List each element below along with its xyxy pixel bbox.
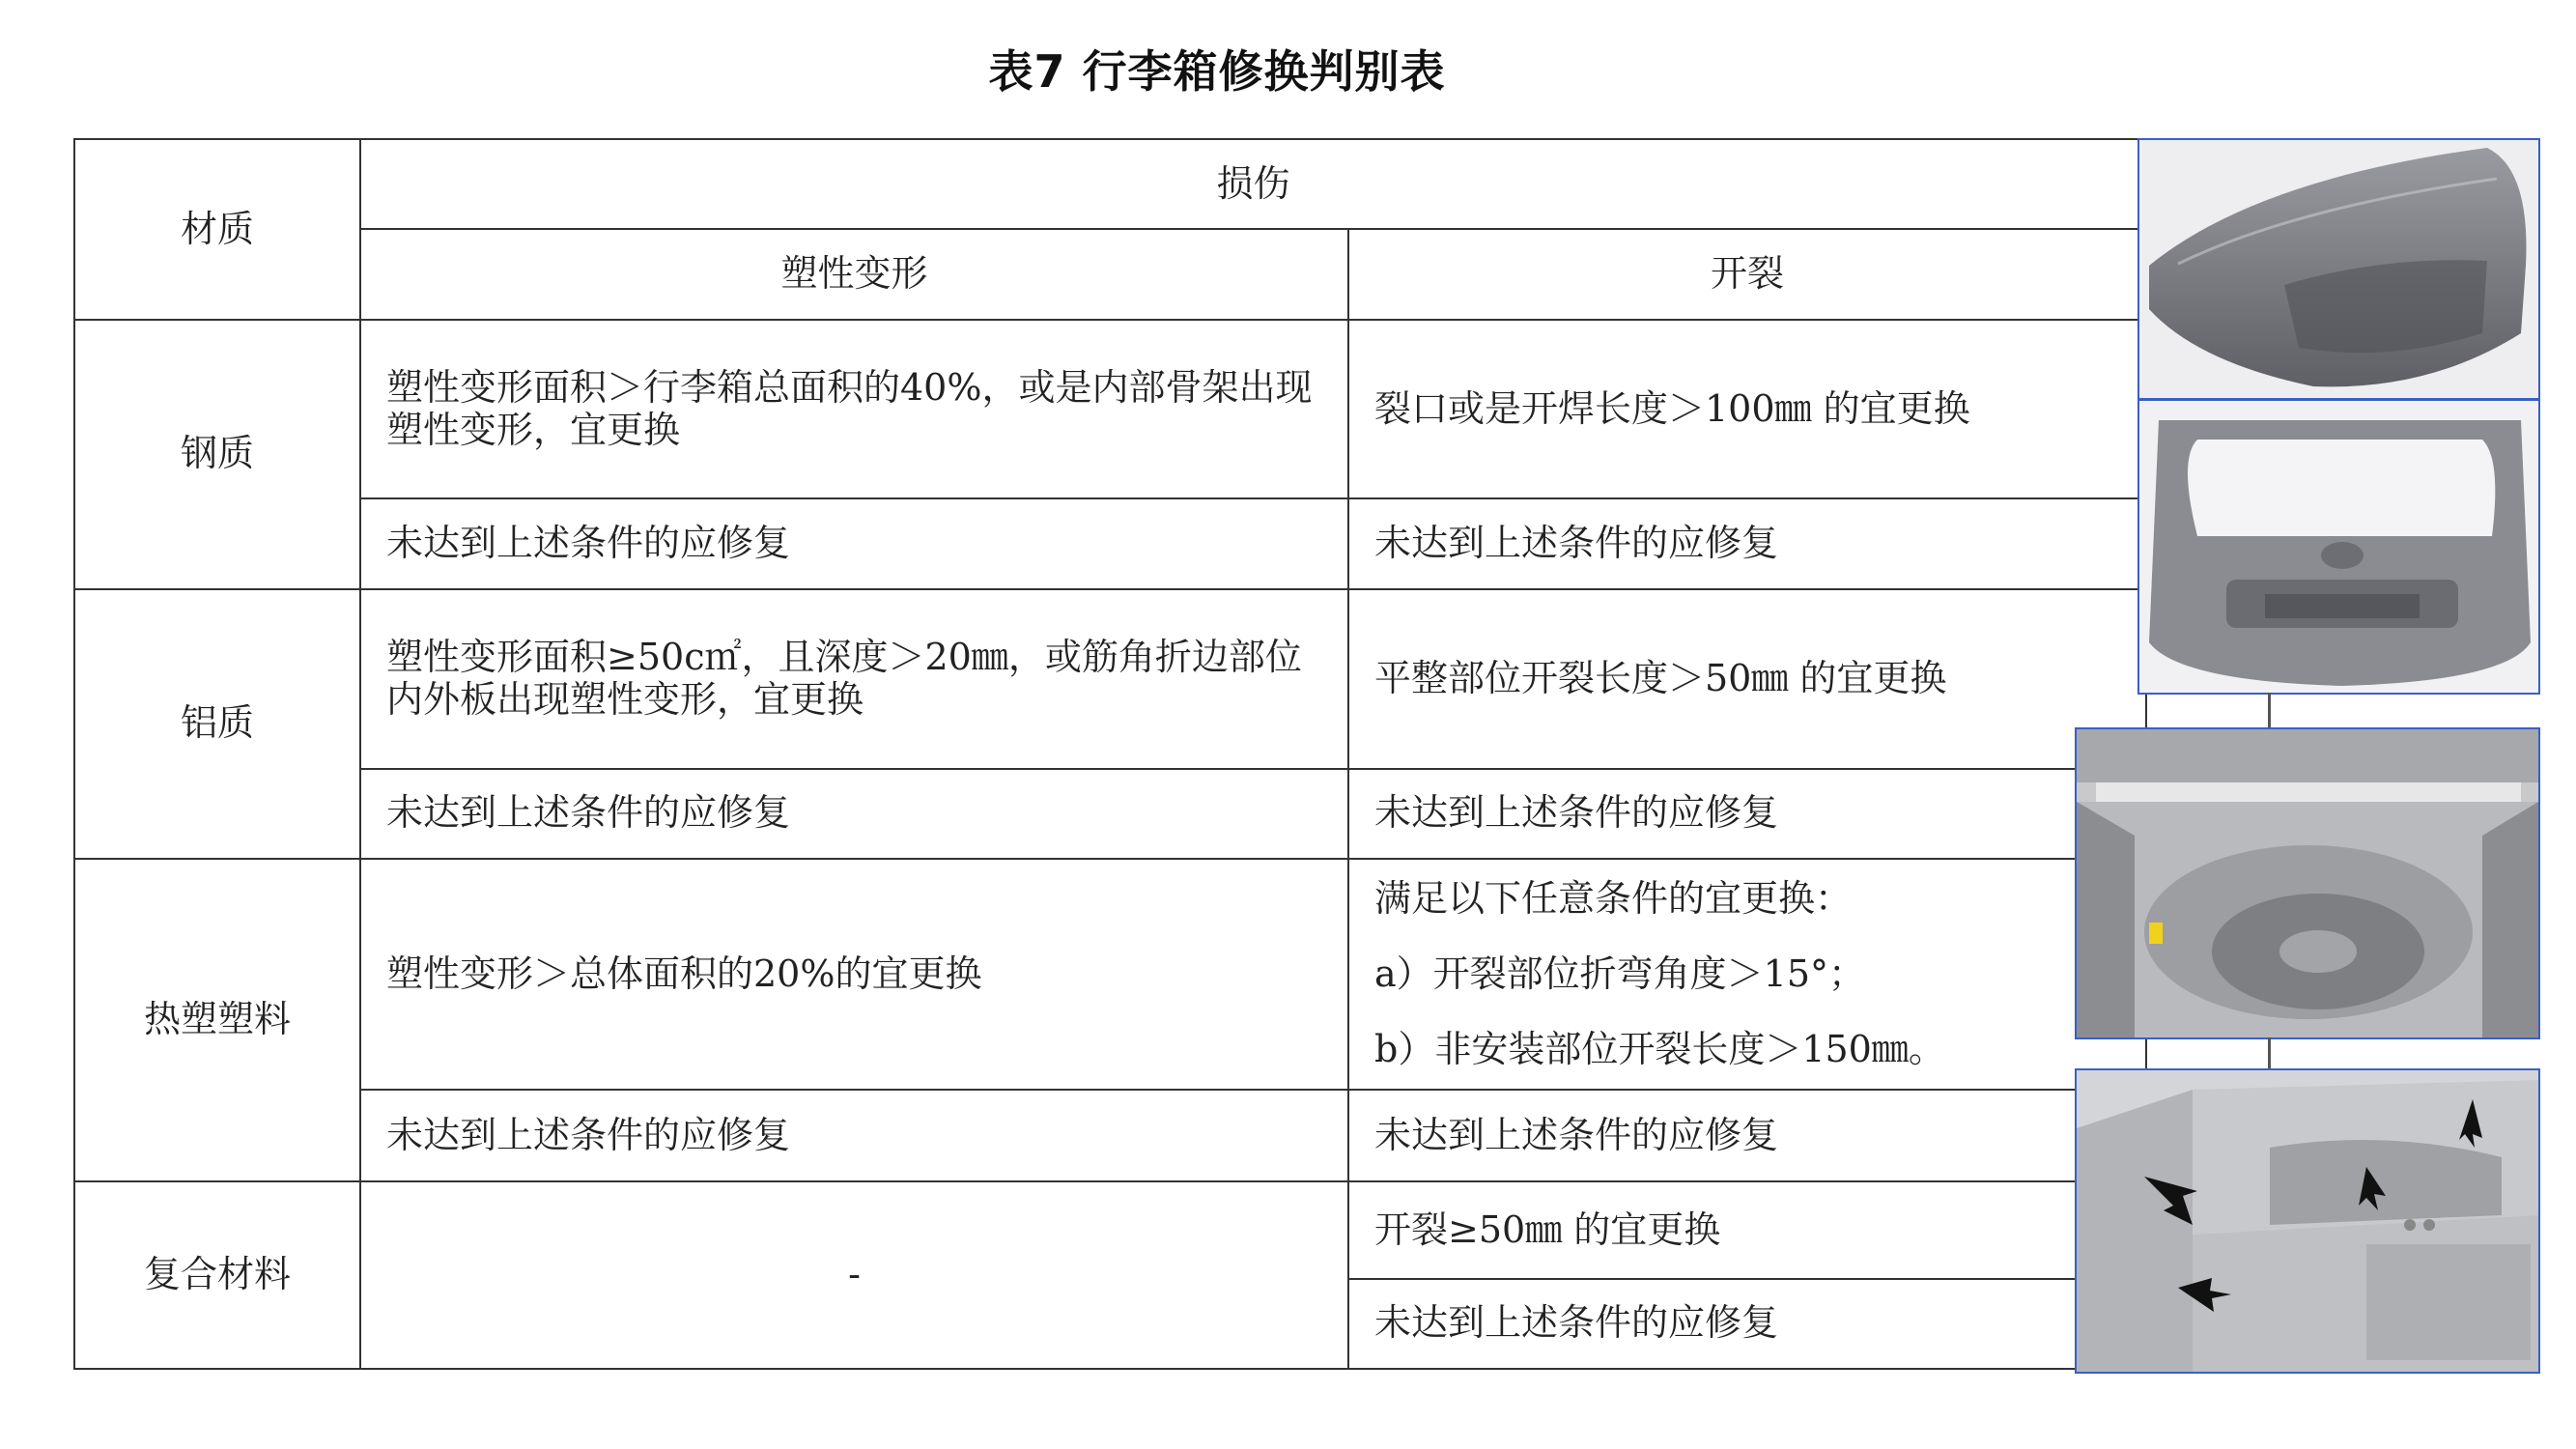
thermoplastic-crack-repair: 未达到上述条件的应修复 — [1348, 1090, 2146, 1181]
composite-crack-repair: 未达到上述条件的应修复 — [1348, 1279, 2146, 1369]
page-title: 表7 行李箱修换判别表 — [988, 45, 1446, 98]
composite-deform-value: - — [360, 1181, 1348, 1369]
aluminum-crack-repair: 未达到上述条件的应修复 — [1348, 769, 2146, 859]
steel-crack-repair: 未达到上述条件的应修复 — [1348, 498, 2146, 588]
crack-condition-intro: 满足以下任意条件的宜更换： — [1374, 877, 1853, 921]
steel-crack-replace: 裂口或是开焊长度＞100㎜ 的宜更换 — [1348, 320, 2146, 499]
material-aluminum: 铝质 — [74, 589, 360, 859]
tailgate-photo — [2137, 399, 2540, 695]
aluminum-crack-replace: 平整部位开裂长度＞50㎜ 的宜更换 — [1348, 589, 2146, 769]
steel-deform-repair: 未达到上述条件的应修复 — [360, 498, 1348, 588]
photo-connector-line-2 — [2268, 1037, 2271, 1068]
header-plastic-deformation: 塑性变形 — [360, 229, 1348, 319]
material-steel: 钢质 — [74, 320, 360, 589]
photo-connector-line — [2268, 693, 2271, 727]
crack-condition-b: b）非安装部位开裂长度＞150㎜。 — [1374, 1028, 1945, 1071]
material-composite: 复合材料 — [74, 1181, 360, 1369]
header-damage: 损伤 — [360, 139, 2146, 229]
aluminum-deform-repair: 未达到上述条件的应修复 — [360, 769, 1348, 859]
header-material: 材质 — [74, 139, 360, 320]
rear-body-structure-photo — [2075, 1068, 2540, 1374]
steel-deform-replace: 塑性变形面积＞行李箱总面积的40%，或是内部骨架出现塑性变形，宜更换 — [360, 320, 1348, 499]
thermoplastic-crack-replace — [1348, 859, 2146, 1090]
thermoplastic-deform-replace: 塑性变形＞总体面积的20%的宜更换 — [360, 859, 1348, 1090]
thermoplastic-deform-repair: 未达到上述条件的应修复 — [360, 1090, 1348, 1181]
trunk-interior-photo — [2075, 727, 2540, 1039]
aluminum-deform-replace: 塑性变形面积≥50c㎡，且深度＞20㎜，或筋角折边部位内外板出现塑性变形，宜更换 — [360, 589, 1348, 769]
header-cracking: 开裂 — [1348, 229, 2146, 319]
trunk-lid-photo — [2137, 138, 2540, 400]
composite-crack-replace: 开裂≥50㎜ 的宜更换 — [1348, 1181, 2146, 1278]
trunk-repair-table — [73, 138, 2147, 1370]
crack-condition-a: a）开裂部位折弯角度＞15°； — [1374, 952, 1866, 996]
material-thermoplastic: 热塑塑料 — [74, 859, 360, 1181]
